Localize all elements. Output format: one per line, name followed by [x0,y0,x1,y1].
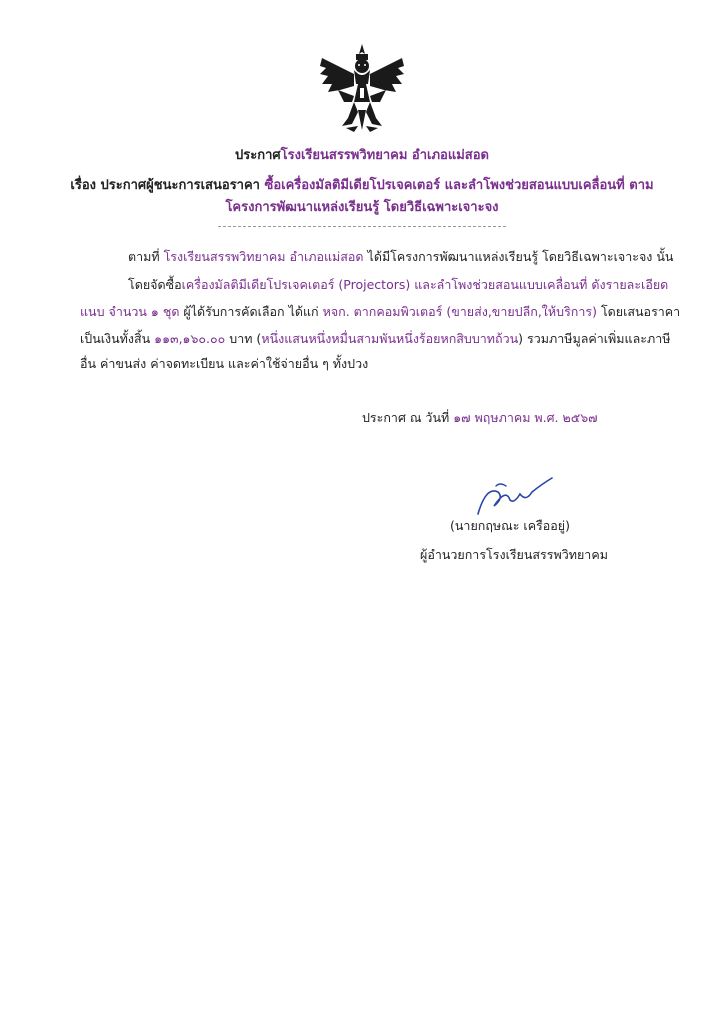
title-organization: โรงเรียนสรรพวิทยาคม อำเภอแม่สอด [280,148,489,163]
subject-label: เรื่อง ประกาศผู้ชนะการเสนอราคา [70,178,265,193]
garuda-emblem-icon [318,40,406,136]
title-prefix: ประกาศ [235,148,281,163]
body-line-1 [128,248,673,266]
body-l1-a: ตามที่ [128,249,164,264]
body-l4-e: ) รวมภาษีมูลค่าเพิ่มและภาษี [518,331,671,346]
body-line-2 [128,276,668,294]
announce-date-line [362,409,598,427]
body-line-5: อื่น ค่าขนส่ง ค่าจดทะเบียน และค่าใช้จ่ายอื่น ๆ ทั้งปวง [80,356,369,371]
body-l4-c: บาท ( [225,331,262,346]
body-l2-item: เครื่องมัลติมีเดียโปรเจคเตอร์ (Projectors) และลำโพงช่วยสอนแบบเคลื่อนที่ [181,277,588,292]
subject-line-2: โครงการพัฒนาแหล่งเรียนรู้ โดยวิธีเฉพาะเจาะจง [225,200,499,215]
body-l4-amount: ๑๑๓,๑๖๐.๐๐ [154,331,226,346]
body-l2-c: ดังรายละเอียด [587,277,669,292]
body-line-3 [80,303,680,321]
body-l1-org: โรงเรียนสรรพวิทยาคม อำเภอแม่สอด [163,249,364,264]
signer-position: ผู้อำนวยการโรงเรียนสรรพวิทยาคม [420,547,608,562]
body-l3-vendor: หจก. ตากคอมพิวเตอร์ (ขายส่ง,ขายปลีก,ให้บริการ) [322,304,597,319]
header-divider [218,226,506,227]
body-l4-amount-words: หนึ่งแสนหนึ่งหมื่นสามพันหนึ่งร้อยหกสิบบาทถ้วน [261,331,519,346]
body-l3-b: ผู้ได้รับการคัดเลือก ได้แก่ [179,304,323,319]
announcement-title [0,144,724,165]
subject-line-1 [0,174,724,195]
body-l3-qty: แนบ จำนวน ๑ ชุด [80,304,180,319]
body-l1-c: ได้มีโครงการพัฒนาแหล่งเรียนรู้ โดยวิธีเฉพาะเจาะจง นั้น [363,249,674,264]
body-l3-d: โดยเสนอราคา [596,304,681,319]
signer-name: (นายกฤษณะ เครืออยู่) [450,518,570,533]
body-l2-a: โดยจัดซื้อ [128,277,182,292]
body-line-4 [80,330,670,348]
signature-mark [476,476,556,518]
body-l4-a: เป็นเงินทั้งสิ้น [80,331,155,346]
subject-item: ซื้อเครื่องมัลติมีเดียโปรเจคเตอร์ และลำโพงช่วยสอนแบบเคลื่อนที่ ตาม [264,178,654,193]
announce-date: ๑๗ พฤษภาคม พ.ศ. ๒๕๖๗ [453,410,598,425]
announce-label: ประกาศ ณ วันที่ [362,410,454,425]
